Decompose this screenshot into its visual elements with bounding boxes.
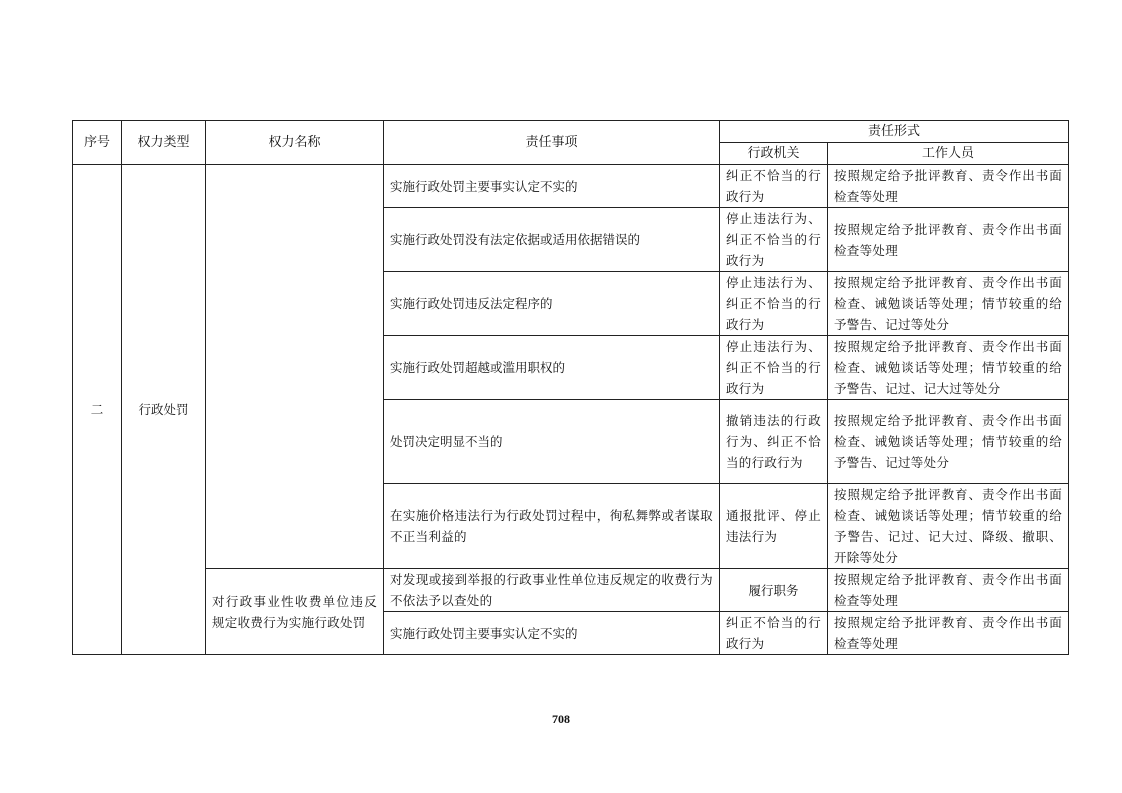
responsibility-table	[72, 120, 1069, 655]
header-power-type: 权力类型	[122, 121, 206, 165]
header-agency: 行政机关	[720, 143, 828, 165]
cell-staff: 按照规定给予批评教育、责令作出书面检查、诫勉谈话等处理；情节较重的给予警告、记过、记大过、降级、撤职、开除等处分	[828, 484, 1069, 569]
cell-matter: 实施行政处罚主要事实认定不实的	[384, 612, 720, 655]
cell-staff: 按照规定给予批评教育、责令作出书面检查、诫勉谈话等处理；情节较重的给予警告、记过等处分	[828, 400, 1069, 484]
cell-matter: 对发现或接到举报的行政事业性单位违反规定的收费行为不依法予以查处的	[384, 569, 720, 612]
cell-agency: 履行职务	[720, 569, 828, 612]
cell-power-name-empty	[206, 165, 384, 569]
cell-agency: 停止违法行为、纠正不恰当的行政行为	[720, 272, 828, 336]
cell-matter: 实施行政处罚主要事实认定不实的	[384, 165, 720, 208]
cell-agency: 停止违法行为、纠正不恰当的行政行为	[720, 336, 828, 400]
header-staff: 工作人员	[828, 143, 1069, 165]
cell-agency: 纠正不恰当的行政行为	[720, 165, 828, 208]
cell-staff: 按照规定给予批评教育、责令作出书面检查等处理	[828, 165, 1069, 208]
cell-staff: 按照规定给予批评教育、责令作出书面检查等处理	[828, 612, 1069, 655]
cell-seq: 二	[73, 165, 122, 655]
table-row	[73, 165, 1069, 208]
cell-staff: 按照规定给予批评教育、责令作出书面检查等处理	[828, 569, 1069, 612]
header-form: 责任形式	[720, 121, 1069, 143]
cell-matter: 实施行政处罚违反法定程序的	[384, 272, 720, 336]
cell-staff: 按照规定给予批评教育、责令作出书面检查、诫勉谈话等处理；情节较重的给予警告、记过等处分	[828, 272, 1069, 336]
cell-staff: 按照规定给予批评教育、责令作出书面检查、诫勉谈话等处理；情节较重的给予警告、记过、记大过等处分	[828, 336, 1069, 400]
header-matter: 责任事项	[384, 121, 720, 165]
cell-agency: 停止违法行为、纠正不恰当的行政行为	[720, 208, 828, 272]
header-seq: 序号	[73, 121, 122, 165]
cell-agency: 通报批评、停止违法行为	[720, 484, 828, 569]
cell-power-name: 对行政事业性收费单位违反规定收费行为实施行政处罚	[206, 569, 384, 655]
page-number: 708	[552, 712, 570, 726]
cell-matter: 实施行政处罚超越或滥用职权的	[384, 336, 720, 400]
header-power-name: 权力名称	[206, 121, 384, 165]
cell-power-type: 行政处罚	[122, 165, 206, 655]
cell-agency: 纠正不恰当的行政行为	[720, 612, 828, 655]
cell-staff: 按照规定给予批评教育、责令作出书面检查等处理	[828, 208, 1069, 272]
cell-matter: 实施行政处罚没有法定依据或适用依据错误的	[384, 208, 720, 272]
table-row	[73, 569, 1069, 612]
cell-agency: 撤销违法的行政行为、纠正不恰当的行政行为	[720, 400, 828, 484]
cell-matter: 在实施价格违法行为行政处罚过程中，徇私舞弊或者谋取不正当利益的	[384, 484, 720, 569]
cell-matter: 处罚决定明显不当的	[384, 400, 720, 484]
